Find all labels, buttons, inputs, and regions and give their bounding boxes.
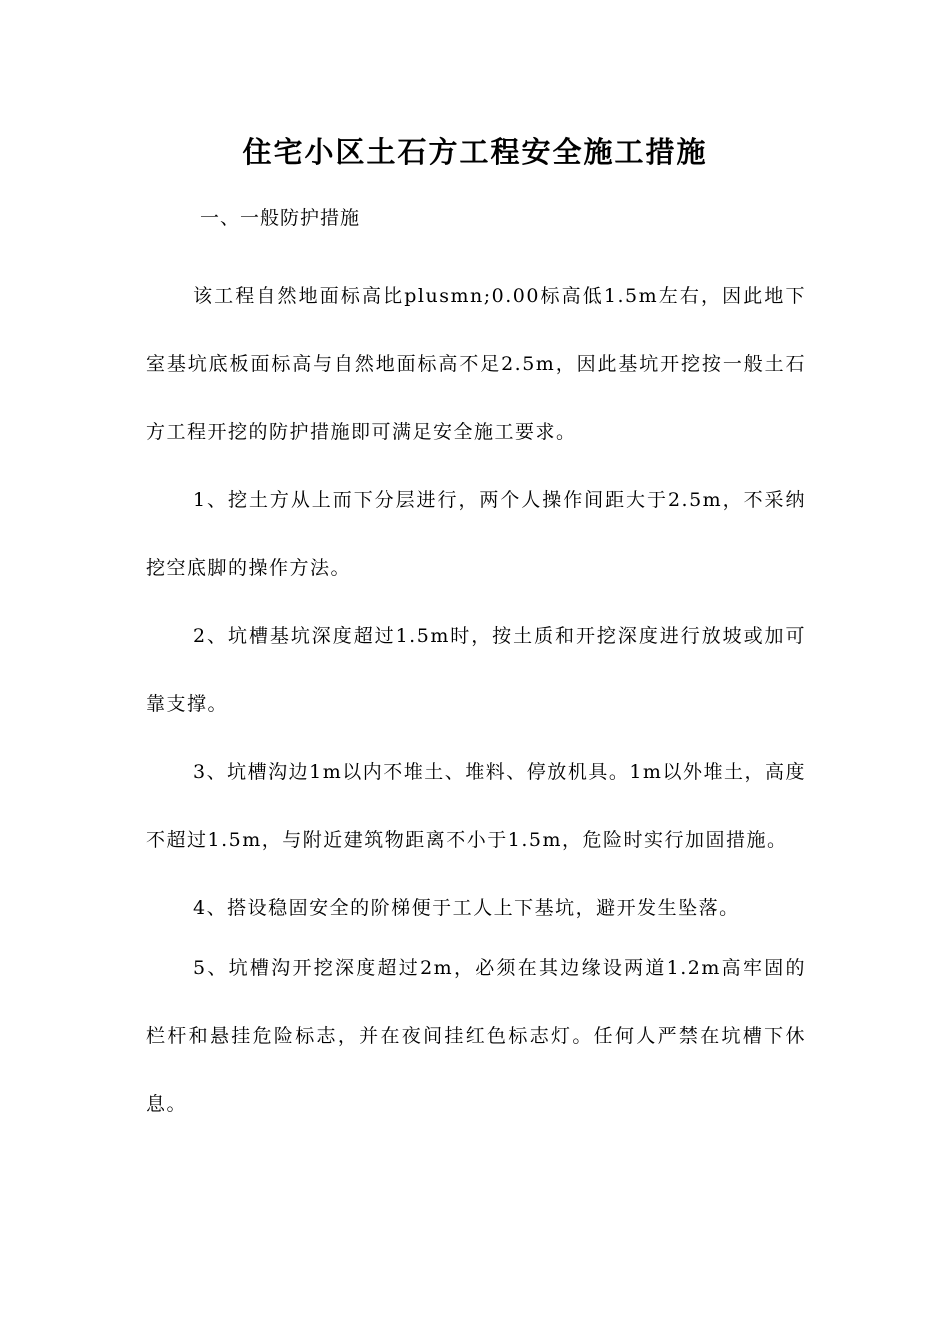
paragraph-item-5: 5、坑槽沟开挖深度超过2m，必须在其边缘设两道1.2m高牢固的栏杆和悬挂危险标志，并在夜间挂红色标志灯。任何人严禁在坑槽下休息。	[146, 957, 806, 1115]
paragraph-intro: 该工程自然地面标高比plusmn;0.00标高低1.5m左右，因此地下室基坑底板面标高与自然地面标高不足2.5m，因此基坑开挖按一般土石方工程开挖的防护措施即可满足安全施工要求。	[146, 285, 806, 443]
section-heading: 一、一般防护措施	[200, 207, 361, 229]
paragraph-item-2: 2、坑槽基坑深度超过1.5m时，按土质和开挖深度进行放坡或加可靠支撑。	[146, 625, 806, 715]
paragraph-item-1: 1、挖土方从上而下分层进行，两个人操作间距大于2.5m，不采纳挖空底脚的操作方法。	[146, 489, 806, 579]
page-title: 住宅小区土石方工程安全施工措施	[242, 135, 708, 169]
paragraph-item-3: 3、坑槽沟边1m以内不堆土、堆料、停放机具。1m以外堆土，高度不超过1.5m，与附近建筑物距离不小于1.5m，危险时实行加固措施。	[146, 761, 806, 851]
paragraph-item-4: 4、搭设稳固安全的阶梯便于工人上下基坑，避开发生坠落。	[193, 897, 740, 919]
body-text	[146, 262, 806, 1138]
